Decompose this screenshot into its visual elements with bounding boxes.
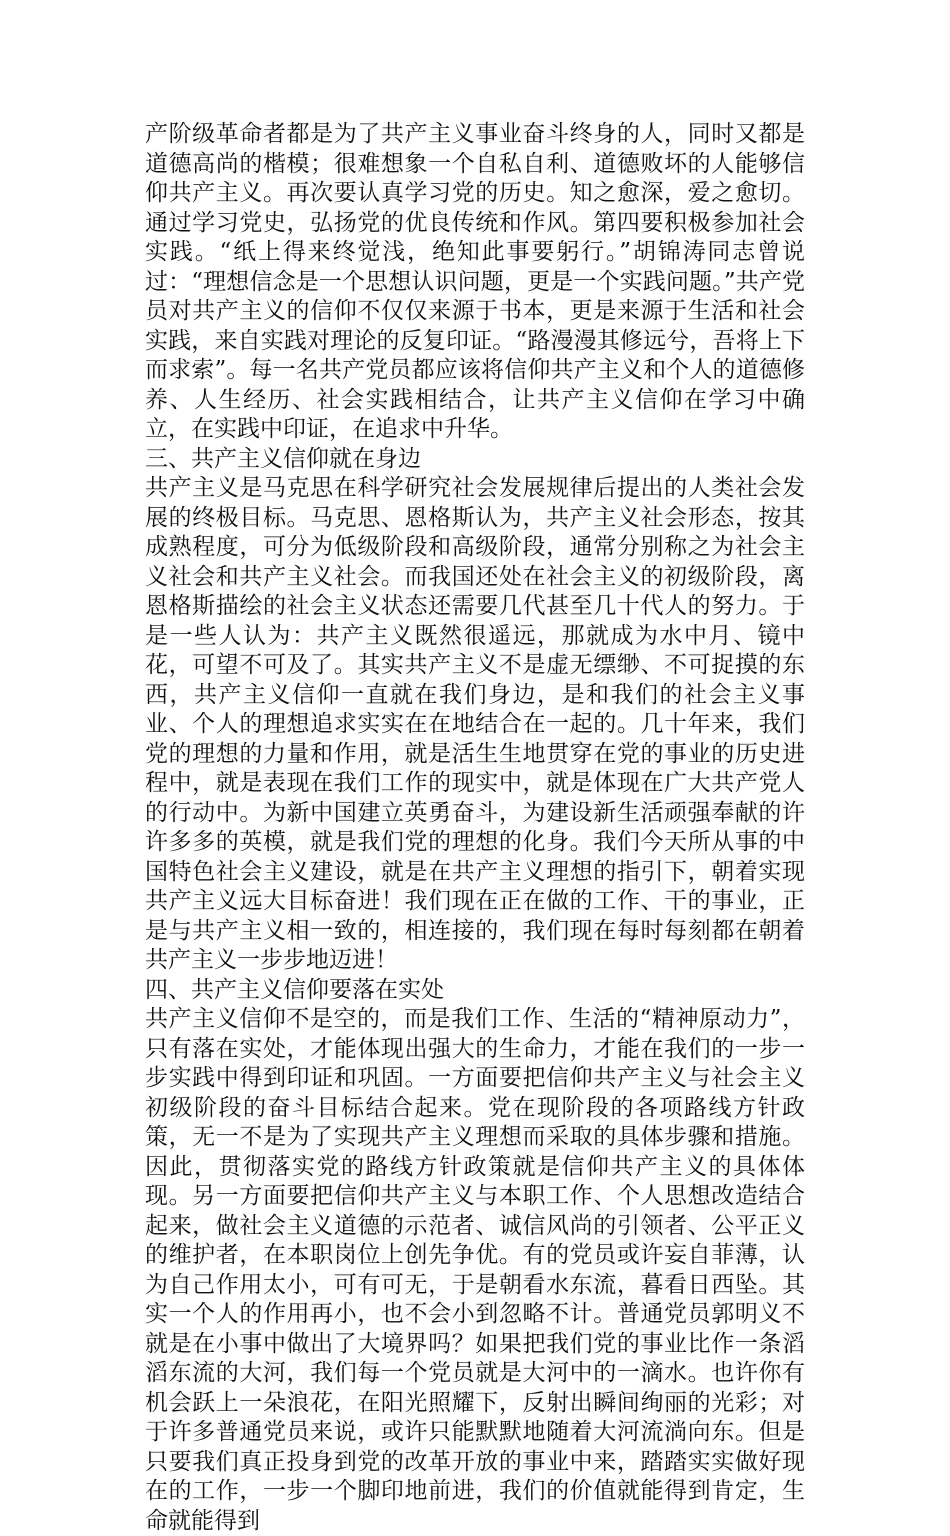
document-page	[145, 120, 805, 1536]
body-paragraph: 产阶级革命者都是为了共产主义事业奋斗终身的人，同时又都是道德高尚的楷模；很难想象一个自私自利、道德败坏的人能够信仰共产主义。再次要认真学习党的历史。知之愈深，爱之愈切。通过学习党史，弘扬党的优良传统和作风。第四要积极参加社会实践。“纸上得来终觉浅，绝知此事要躬行。”胡锦涛同志曾说过：“理想信念是一个思想认识问题，更是一个实践问题。”共产党员对共产主义的信仰不仅仅来源于书本，更是来源于生活和社会实践，来自实践对理论的反复印证。“路漫漫其修远兮，吾将上下而求索”。每一名共产党员都应该将信仰共产主义和个人的道德修养、人生经历、社会实践相结合，让共产主义信仰在学习中确立，在实践中印证，在追求中升华。	[145, 121, 805, 442]
section-heading: 三、共产主义信仰就在身边	[145, 445, 421, 472]
body-paragraph: 共产主义是马克思在科学研究社会发展规律后提出的人类社会发展的终极目标。马克思、恩格斯认为，共产主义社会形态，按其成熟程度，可分为低级阶段和高级阶段，通常分别称之为社会主义社会和共产主义社会。而我国还处在社会主义的初级阶段，离恩格斯描绘的社会主义状态还需要几代甚至几十代人的努力。于是一些人认为：共产主义既然很遥远，那就成为水中月、镜中花，可望不可及了。其实共产主义不是虚无缥缈、不可捉摸的东西，共产主义信仰一直就在我们身边，是和我们的社会主义事业、个人的理想追求实实在在地结合在一起的。几十年来，我们党的理想的力量和作用，就是活生生地贯穿在党的事业的历史进程中，就是表现在我们工作的现实中，就是体现在广大共产党人的行动中。为新中国建立英勇奋斗，为建设新生活顽强奉献的许许多多的英模，就是我们党的理想的化身。我们今天所从事的中国特色社会主义建设，就是在共产主义理想的指引下，朝着实现共产主义远大目标奋进！我们现在正在做的工作、干的事业，正是与共产主义相一致的，相连接的，我们现在每时每刻都在朝着共产主义一步步地迈进！	[145, 475, 805, 973]
body-paragraph: 共产主义信仰不是空的，而是我们工作、生活的“精神原动力”，只有落在实处，才能体现出强大的生命力，才能在我们的一步一步实践中得到印证和巩固。一方面要把信仰共产主义与社会主义初级阶段的奋斗目标结合起来。党在现阶段的各项路线方针政策，无一不是为了实现共产主义理想而采取的具体步骤和措施。因此，贯彻落实党的路线方针政策就是信仰共产主义的具体体现。另一方面要把信仰共产主义与本职工作、个人思想改造结合起来，做社会主义道德的示范者、诚信风尚的引领者、公平正义的维护者，在本职岗位上创先争优。有的党员或许妄自菲薄，认为自己作用太小，可有可无，于是朝看水东流，暮看日西坠。其实一个人的作用再小，也不会小到忽略不计。普通党员郭明义不就是在小事中做出了大境界吗？如果把我们党的事业比作一条滔滔东流的大河，我们每一个党员就是大河中的一滴水。也许你有机会跃上一朵浪花，在阳光照耀下，反射出瞬间绚丽的光彩；对于许多普通党员来说，或许只能默默地随着大河流淌向东。但是只要我们真正投身到党的改革开放的事业中来，踏踏实实做好现在的工作，一步一个脚印地前进，我们的价值就能得到肯定，生命就能得到	[145, 1006, 805, 1534]
section-heading: 四、共产主义信仰要落在实处	[145, 976, 444, 1003]
